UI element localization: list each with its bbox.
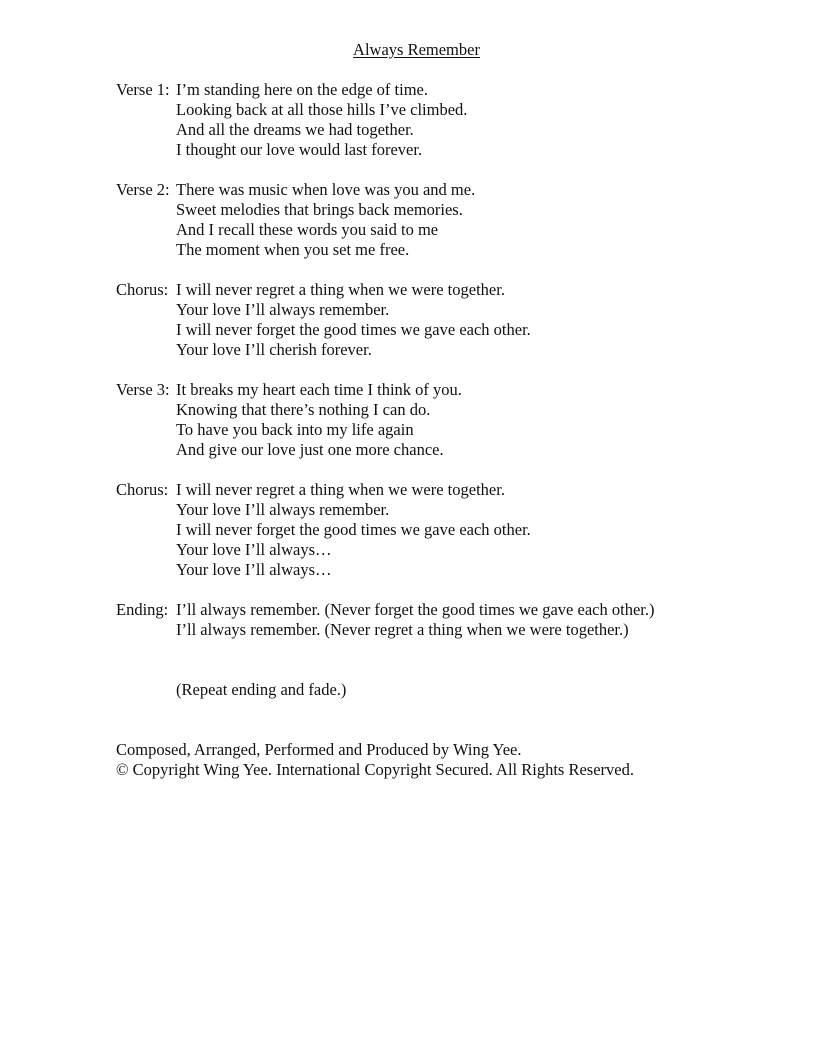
- lyric-line: The moment when you set me free.: [176, 240, 410, 259]
- section-label: Verse 1:: [116, 80, 170, 99]
- lyric-line: Your love I’ll always remember.: [176, 500, 390, 519]
- section-ending: [116, 600, 816, 640]
- lyrics-body: [116, 80, 816, 780]
- lyric-line: And I recall these words you said to me: [176, 220, 439, 239]
- lyric-line: There was music when love was you and me.: [176, 180, 476, 199]
- section-verse-3: [116, 380, 816, 460]
- section-label: Verse 3:: [116, 380, 170, 399]
- section-lines: [176, 280, 816, 360]
- section-lines: [176, 180, 816, 260]
- lyric-line: And all the dreams we had together.: [176, 120, 414, 139]
- repeat-note-text: (Repeat ending and fade.): [176, 680, 347, 699]
- lyric-line: I will never regret a thing when we were together.: [176, 280, 505, 299]
- lyric-line: Your love I’ll cherish forever.: [176, 340, 372, 359]
- credits: [116, 740, 816, 780]
- section-label: Chorus:: [116, 280, 169, 299]
- lyric-line: I’ll always remember. (Never regret a thing when we were together.): [176, 620, 629, 639]
- lyric-line: It breaks my heart each time I think of you.: [176, 380, 462, 399]
- copyright-line: © Copyright Wing Yee. International Copyright Secured. All Rights Reserved.: [116, 760, 634, 779]
- page-title: Always Remember: [353, 40, 480, 59]
- lyric-line: Sweet melodies that brings back memories.: [176, 200, 463, 219]
- section-verse-1: [116, 80, 816, 160]
- lyric-line: Knowing that there’s nothing I can do.: [176, 400, 431, 419]
- section-label: Ending:: [116, 600, 169, 619]
- section-label: Chorus:: [116, 480, 169, 499]
- credits-line: Composed, Arranged, Performed and Produced by Wing Yee.: [116, 740, 522, 759]
- section-lines: [176, 380, 816, 460]
- section-label: Verse 2:: [116, 180, 170, 199]
- lyric-line: Looking back at all those hills I’ve climbed.: [176, 100, 468, 119]
- section-lines: [176, 600, 816, 640]
- lyric-line: I will never forget the good times we gave each other.: [176, 520, 531, 539]
- lyric-line: Your love I’ll always…: [176, 560, 332, 579]
- lyric-line: Your love I’ll always…: [176, 540, 332, 559]
- lyric-line: I’ll always remember. (Never forget the good times we gave each other.): [176, 600, 655, 619]
- lyric-line: I thought our love would last forever.: [176, 140, 423, 159]
- lyric-line: Your love I’ll always remember.: [176, 300, 390, 319]
- section-lines: [176, 80, 816, 160]
- lyric-line: I’m standing here on the edge of time.: [176, 80, 429, 99]
- section-lines: [176, 480, 816, 580]
- section-chorus-1: [116, 280, 816, 360]
- lyric-line: I will never forget the good times we gave each other.: [176, 320, 531, 339]
- lyric-line: And give our love just one more chance.: [176, 440, 444, 459]
- repeat-note: [116, 680, 816, 700]
- section-chorus-2: [116, 480, 816, 580]
- section-verse-2: [116, 180, 816, 260]
- lyric-line: I will never regret a thing when we were together.: [176, 480, 505, 499]
- lyric-line: To have you back into my life again: [176, 420, 414, 439]
